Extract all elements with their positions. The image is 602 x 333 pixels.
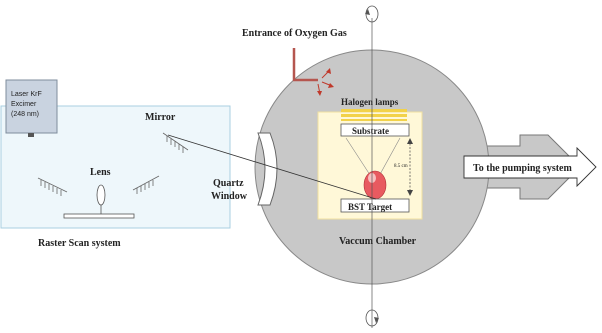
raster-scan-label: Raster Scan system	[38, 238, 121, 249]
quartz-window-label-line1: Quartz	[213, 178, 244, 189]
laser-label-line3: (248 nm)	[11, 111, 40, 118]
lens-element	[97, 185, 105, 205]
raster-scan-system	[1, 80, 230, 249]
halogen-lamp-3	[341, 119, 407, 121]
halogen-lamp-2	[341, 114, 407, 117]
target-label: BST Target	[348, 202, 393, 212]
chamber-label: Vaccum Chamber	[339, 236, 417, 247]
laser-label-line2: Excimer	[11, 101, 37, 108]
halogen-lamp-1	[341, 109, 407, 112]
laser-label-line1: Laser KrF	[11, 91, 42, 98]
lens-stage	[64, 214, 134, 218]
lens-label: Lens	[90, 167, 111, 178]
halogen-lamps	[341, 109, 407, 121]
laser-output-nozzle	[28, 133, 34, 137]
rotation-arrow-top	[365, 6, 378, 22]
distance-label: 8.5 cm	[394, 164, 408, 169]
quartz-window-label-line2: Window	[211, 191, 247, 202]
mirror-label: Mirror	[145, 112, 176, 123]
substrate-label: Substrate	[352, 126, 390, 136]
pumping-label: To the pumping system	[473, 163, 572, 174]
rotation-arrow-bottom	[366, 310, 379, 326]
oxygen-label: Entrance of Oxygen Gas	[242, 28, 347, 39]
halogen-lamps-label: Halogen lamps	[341, 97, 399, 107]
